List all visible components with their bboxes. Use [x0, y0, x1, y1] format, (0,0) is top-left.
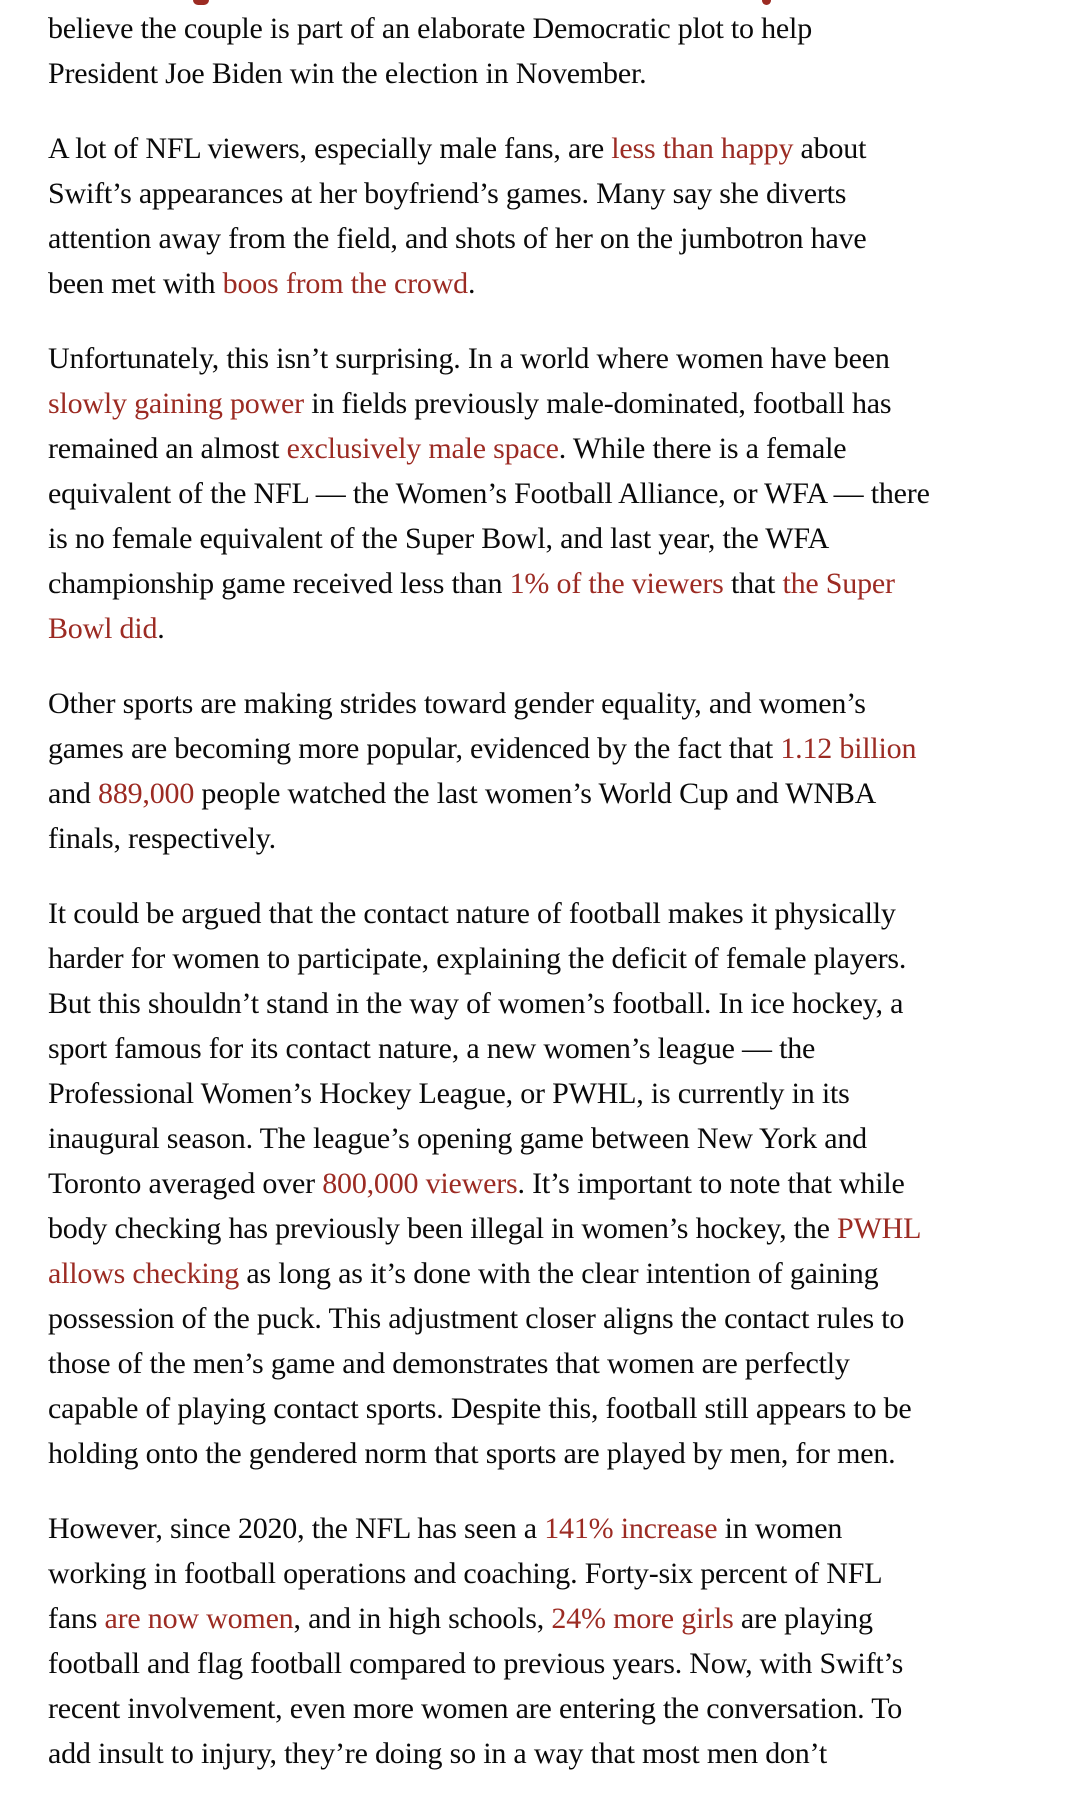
text-line: [48, 606, 1050, 651]
text-line: [48, 6, 1050, 51]
inline-link[interactable]: 1% of the viewers: [509, 567, 724, 600]
text-segment: harder for women to participate, explaining the deficit of female players.: [48, 942, 907, 975]
text-line: [48, 1731, 1050, 1776]
text-segment: .: [467, 267, 476, 300]
text-line: [48, 1116, 1050, 1161]
text-segment: championship game received less than: [48, 567, 510, 600]
text-segment: However, since 2020, the NFL has seen a: [48, 1512, 545, 1545]
text-line: [48, 981, 1050, 1026]
text-segment: Other sports are making strides toward gender equality, and women’s: [48, 687, 866, 720]
text-line: [48, 426, 1050, 471]
text-line: [48, 1686, 1050, 1731]
text-line: [48, 471, 1050, 516]
text-line: [48, 936, 1050, 981]
text-segment: capable of playing contact sports. Despite this, football still appears to be: [48, 1392, 912, 1425]
text-segment: . While there is a female: [558, 432, 847, 465]
text-line: [48, 1506, 1050, 1551]
text-segment: add insult to injury, they’re doing so in a way that most men don’t: [48, 1737, 827, 1770]
text-segment: Toronto averaged over: [48, 1167, 323, 1200]
text-line: [48, 1026, 1050, 1071]
text-segment: in fields previously male-dominated, football has: [303, 387, 892, 420]
text-line: [48, 1206, 1050, 1251]
text-segment: been met with: [48, 267, 223, 300]
text-segment: .: [157, 612, 165, 645]
text-line: [48, 1386, 1050, 1431]
text-line: [48, 261, 1050, 306]
inline-link[interactable]: exclusively male space: [286, 432, 559, 465]
text-segment: fans: [48, 1602, 105, 1635]
text-line: [48, 1431, 1050, 1476]
text-segment: It could be argued that the contact nature of football makes it physically: [48, 897, 896, 930]
paragraph: [48, 681, 1050, 861]
text-segment: , and in high schools,: [293, 1602, 552, 1635]
paragraph: [48, 1506, 1050, 1776]
text-segment: that: [723, 567, 783, 600]
text-segment: and: [48, 777, 99, 810]
text-line: [48, 1071, 1050, 1116]
text-line: [48, 726, 1050, 771]
text-segment: But this shouldn’t stand in the way of women’s football. In ice hockey, a: [48, 987, 904, 1020]
text-line: [48, 336, 1050, 381]
text-line: [48, 816, 1050, 861]
text-segment: President Joe Biden win the election in November.: [48, 57, 647, 90]
text-segment: holding onto the gendered norm that sports are played by men, for men.: [48, 1437, 896, 1470]
text-segment: are playing: [733, 1602, 873, 1635]
text-line: [48, 381, 1050, 426]
text-line: [48, 1296, 1050, 1341]
text-segment: as long as it’s done with the clear intention of gaining: [239, 1257, 879, 1290]
text-segment: possession of the puck. This adjustment closer aligns the contact rules to: [48, 1302, 905, 1335]
text-line: [48, 1251, 1050, 1296]
text-segment: Professional Women’s Hockey League, or PWHL, is currently in its: [48, 1077, 850, 1110]
text-line: [48, 51, 1050, 96]
text-segment: attention away from the field, and shots of her on the jumbotron have: [48, 222, 867, 255]
text-line: [48, 516, 1050, 561]
text-line: [48, 1341, 1050, 1386]
text-segment: believe the couple is part of an elaborate Democratic plot to help: [48, 12, 812, 45]
text-segment: games are becoming more popular, evidenced by the fact that: [48, 732, 781, 765]
text-line: [48, 171, 1050, 216]
text-segment: recent involvement, even more women are entering the conversation. To: [48, 1692, 903, 1725]
text-line: [48, 891, 1050, 936]
inline-link[interactable]: are now women: [104, 1602, 294, 1635]
text-segment: Unfortunately, this isn’t surprising. In a world where women have been: [48, 342, 890, 375]
inline-link[interactable]: 889,000: [98, 777, 195, 810]
text-segment: body checking has previously been illegal in women’s hockey, the: [48, 1212, 838, 1245]
text-line: [48, 126, 1050, 171]
text-segment: sport famous for its contact nature, a new women’s league — the: [48, 1032, 816, 1065]
paragraph: [48, 6, 1050, 96]
paragraph: [48, 336, 1050, 651]
text-segment: finals, respectively.: [48, 822, 276, 855]
inline-link[interactable]: 800,000 viewers: [322, 1167, 518, 1200]
inline-link[interactable]: 141% increase: [544, 1512, 718, 1545]
text-segment: . It’s important to note that while: [517, 1167, 905, 1200]
paragraph: [48, 891, 1050, 1476]
text-segment: equivalent of the NFL — the Women’s Football Alliance, or WFA — there: [48, 477, 930, 510]
text-segment: working in football operations and coaching. Forty-six percent of NFL: [48, 1557, 883, 1590]
text-segment: remained an almost: [48, 432, 287, 465]
inline-link[interactable]: the Super: [782, 567, 895, 600]
text-line: [48, 561, 1050, 606]
article-body: [48, 6, 1050, 1806]
text-segment: about: [793, 132, 867, 165]
inline-link[interactable]: 24% more girls: [551, 1602, 734, 1635]
text-segment: people watched the last women’s World Cup and WNBA: [194, 777, 877, 810]
text-line: [48, 771, 1050, 816]
text-line: [48, 681, 1050, 726]
inline-link[interactable]: boos from the crowd: [222, 267, 468, 300]
text-segment: Swift’s appearances at her boyfriend’s games. Many say she diverts: [48, 177, 847, 210]
inline-link[interactable]: 1.12 billion: [780, 732, 917, 765]
inline-link[interactable]: slowly gaining power: [48, 387, 304, 420]
text-segment: A lot of NFL viewers, especially male fans, are: [48, 132, 612, 165]
text-line: [48, 1161, 1050, 1206]
inline-link[interactable]: allows checking: [48, 1257, 240, 1290]
text-line: [48, 216, 1050, 261]
text-line: [48, 1596, 1050, 1641]
text-segment: inaugural season. The league’s opening game between New York and: [48, 1122, 867, 1155]
text-segment: is no female equivalent of the Super Bowl, and last year, the WFA: [48, 522, 830, 555]
text-line: [48, 1641, 1050, 1686]
paragraph: [48, 126, 1050, 306]
text-segment: in women: [717, 1512, 843, 1545]
text-segment: those of the men’s game and demonstrates that women are perfectly: [48, 1347, 850, 1380]
text-segment: football and flag football compared to previous years. Now, with Swift’s: [48, 1647, 904, 1680]
cutoff-text-descender-left: [193, 0, 209, 5]
text-line: [48, 1551, 1050, 1596]
inline-link[interactable]: PWHL: [837, 1212, 922, 1245]
inline-link[interactable]: Bowl did: [48, 612, 158, 645]
inline-link[interactable]: less than happy: [611, 132, 794, 165]
cutoff-text-descender-right: [762, 0, 771, 5]
